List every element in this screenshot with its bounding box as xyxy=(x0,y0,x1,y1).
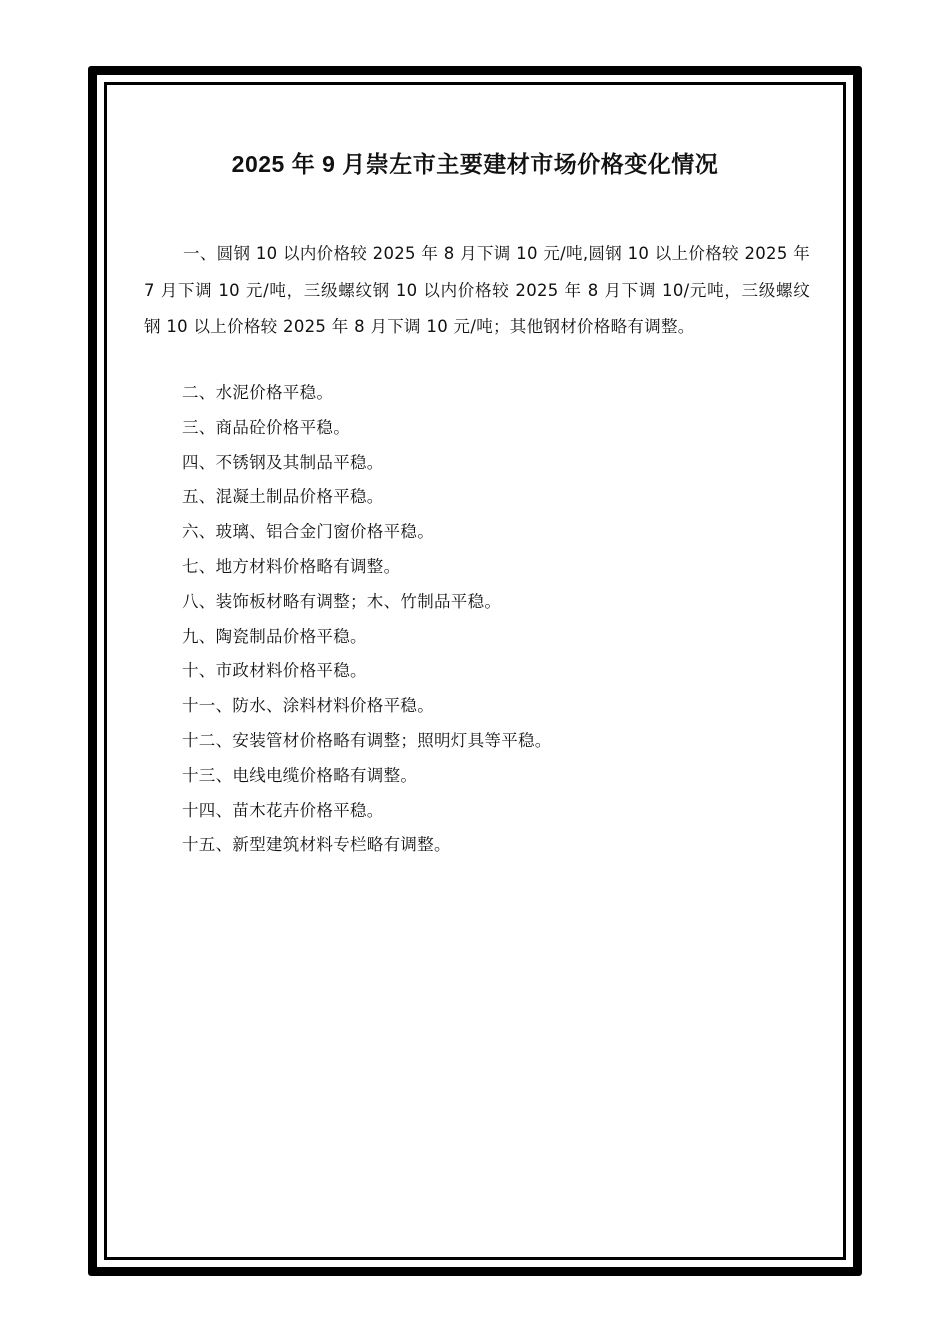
list-item: 十、市政材料价格平稳。 xyxy=(182,661,367,681)
document-title: 2025 年 9 月崇左市主要建材市场价格变化情况 xyxy=(231,151,719,177)
list-item: 十五、新型建筑材料专栏略有调整。 xyxy=(182,835,451,855)
list-item: 七、地方材料价格略有调整。 xyxy=(182,556,401,576)
list-item: 二、水泥价格平稳。 xyxy=(182,383,334,402)
list-item: 十一、防水、涂料材料价格平稳。 xyxy=(182,696,434,716)
list-item: 十三、电线电缆价格略有调整。 xyxy=(182,765,418,785)
material-price-list xyxy=(182,376,552,863)
list-item: 八、装饰板材略有调整；木、竹制品平稳。 xyxy=(182,591,502,611)
list-item: 四、不锈钢及其制品平稳。 xyxy=(182,452,384,472)
list-item: 十四、苗木花卉价格平稳。 xyxy=(182,800,384,820)
steel-price-paragraph: 一、圆钢 10 以内价格较 2025 年 8 月下调 10 元/吨,圆钢 10 以上价格较 2025 年 7 月下调 10 元/吨，三级螺纹钢 10 以内价格较 2025 年 8 月下调 10/元吨，三级螺纹钢 10 以上价格较 2025 年 8 月下调 10 元/吨；其他钢材价格略有调整。 xyxy=(144,244,810,336)
list-item: 六、玻璃、铝合金门窗价格平稳。 xyxy=(182,522,434,542)
list-item: 三、商品砼价格平稳。 xyxy=(182,417,350,437)
list-item: 五、混凝土制品价格平稳。 xyxy=(182,487,384,507)
list-item: 十二、安装管材价格略有调整；照明灯具等平稳。 xyxy=(182,730,552,750)
list-item: 九、陶瓷制品价格平稳。 xyxy=(182,626,367,646)
